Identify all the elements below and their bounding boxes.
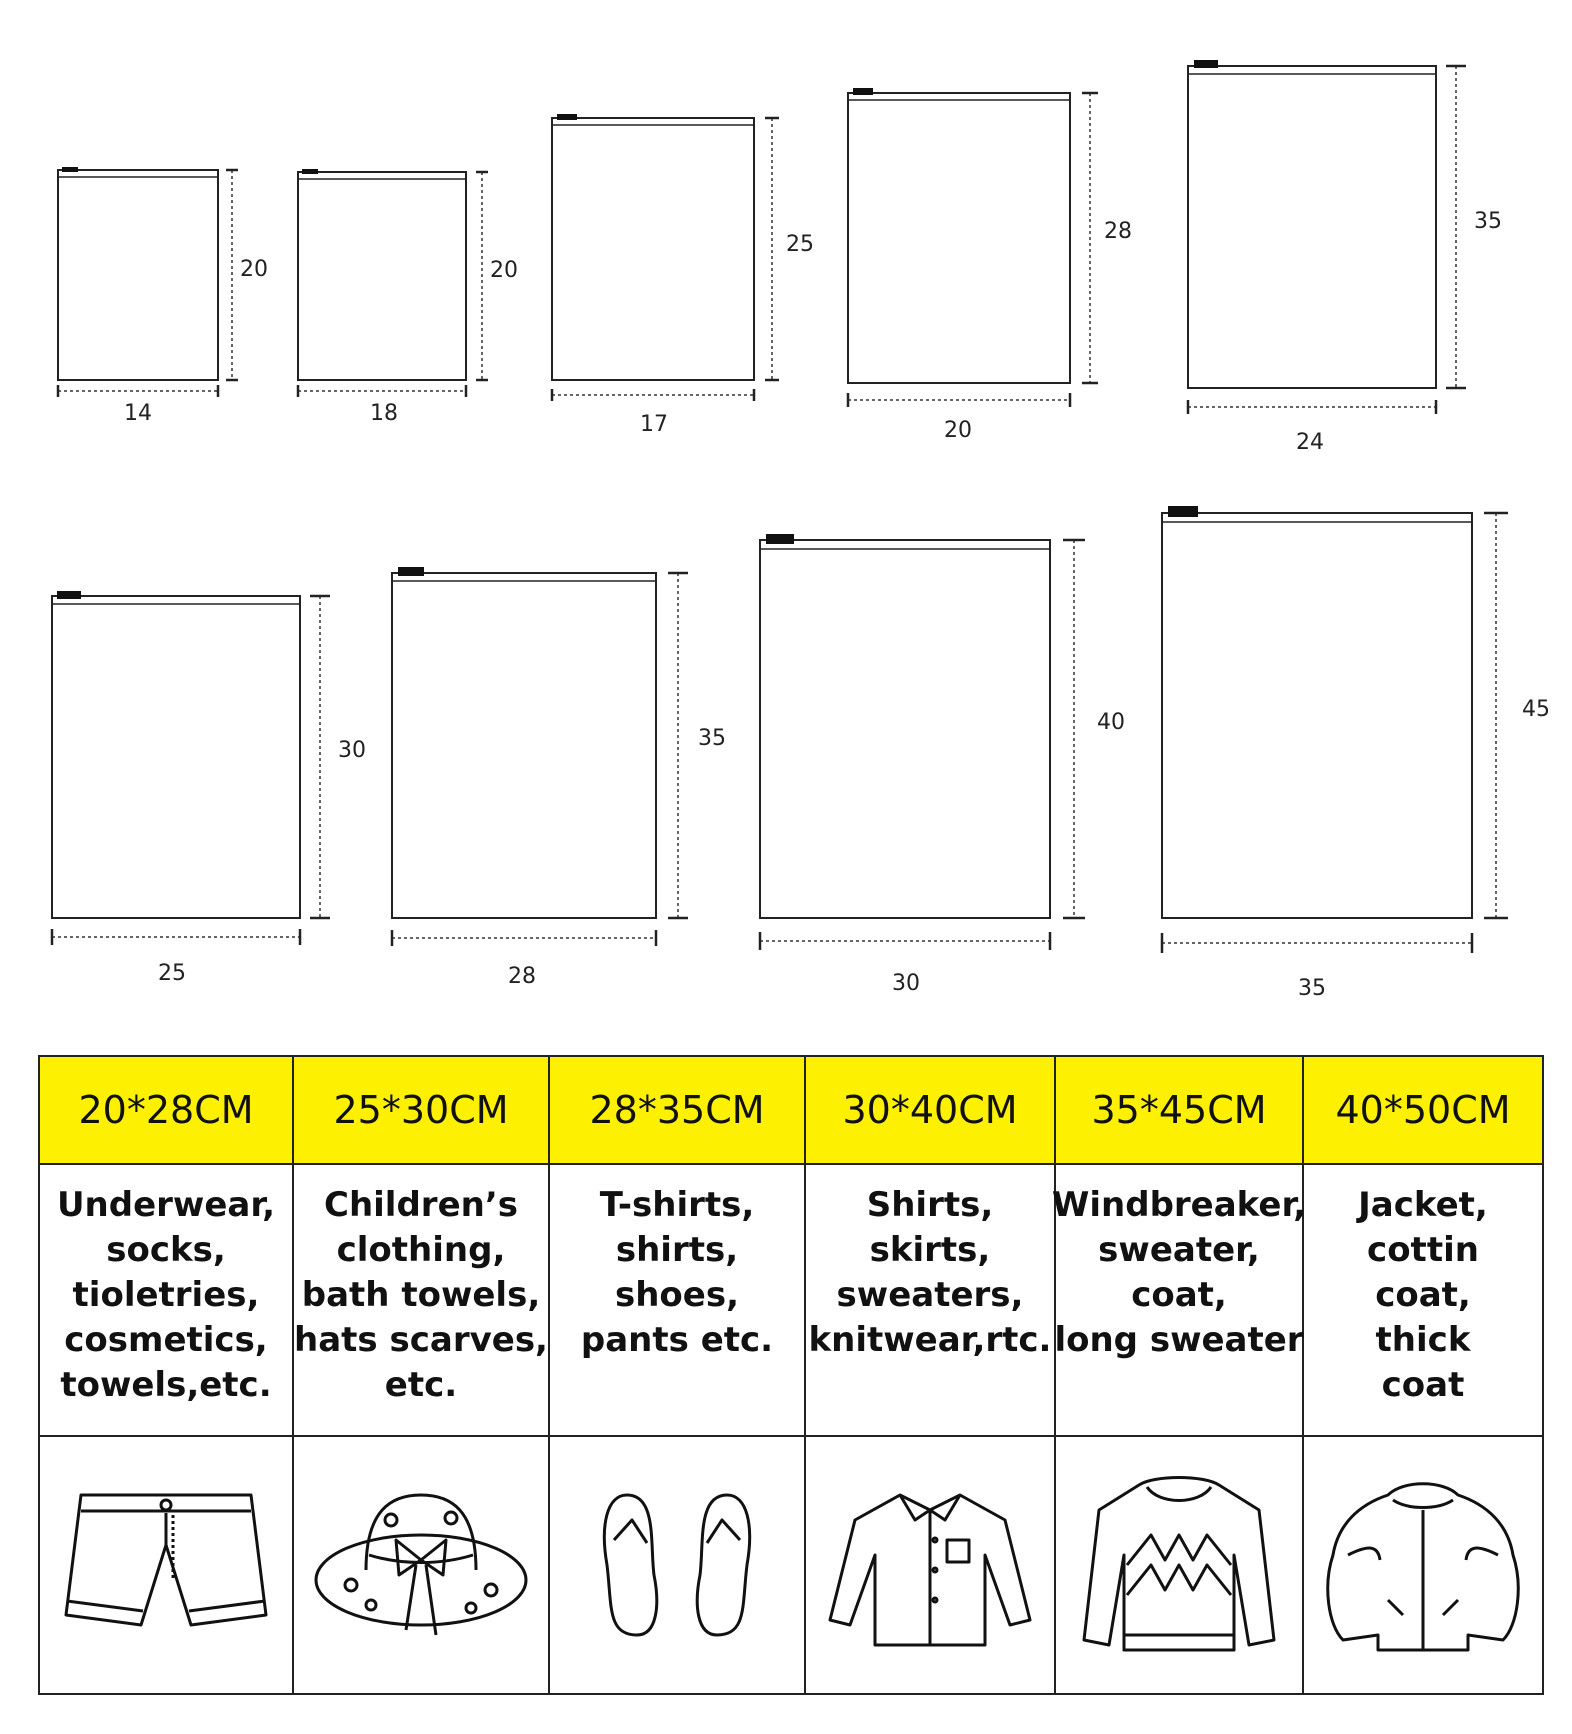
flip-flops-icon [550,1437,806,1693]
bag-2-height: 20 [490,258,518,283]
bag-7-width: 28 [508,964,536,989]
size-header-1: 20*28CM [40,1057,294,1165]
bag-3-height: 25 [786,232,814,257]
bag-1 [58,167,268,426]
bag-3-width: 17 [640,412,668,437]
bag-7 [392,567,726,989]
size-header-3: 28*35CM [550,1057,806,1165]
shorts-icon [40,1437,294,1693]
bag-6 [52,591,366,986]
bag-2 [298,169,518,426]
bag-1-width: 14 [124,401,152,426]
size-header-2: 25*30CM [294,1057,550,1165]
bag-9-height: 45 [1522,697,1550,722]
bag-6-width: 25 [158,961,186,986]
shirt-icon [806,1437,1056,1693]
bag-1-height: 20 [240,257,268,282]
puffer-jacket-icon [1304,1437,1542,1693]
bag-5 [1188,60,1502,455]
bag-4-width: 20 [944,418,972,443]
bag-3 [552,114,814,437]
bag-4 [848,88,1132,443]
usage-cell-5: Windbreaker, sweater, coat, long sweater [1056,1165,1304,1437]
sun-hat-icon [294,1437,550,1693]
size-header-5: 35*45CM [1056,1057,1304,1165]
bag-9 [1162,506,1550,1001]
bag-2-width: 18 [370,401,398,426]
usage-cell-2: Children’s clothing, bath towels, hats scarves, etc. [294,1165,550,1437]
usage-cell-4: Shirts, skirts, sweaters, knitwear,rtc. [806,1165,1056,1437]
bag-8-width: 30 [892,971,920,996]
usage-cell-1: Underwear, socks, tioletries, cosmetics, towels,etc. [40,1165,294,1437]
bag-5-height: 35 [1474,209,1502,234]
bag-4-height: 28 [1104,219,1132,244]
usage-cell-6: Jacket, cottin coat, thick coat [1304,1165,1542,1437]
usage-cell-3: T-shirts, shirts, shoes, pants etc. [550,1165,806,1437]
size-header-6: 40*50CM [1304,1057,1542,1165]
bag-6-height: 30 [338,738,366,763]
bag-8-height: 40 [1097,710,1125,735]
bag-5-width: 24 [1296,430,1324,455]
bag-7-height: 35 [698,726,726,751]
size-usage-table [38,1055,1544,1695]
bag-9-width: 35 [1298,976,1326,1001]
bag-8 [760,534,1125,996]
size-header-4: 30*40CM [806,1057,1056,1165]
sweater-icon [1056,1437,1304,1693]
